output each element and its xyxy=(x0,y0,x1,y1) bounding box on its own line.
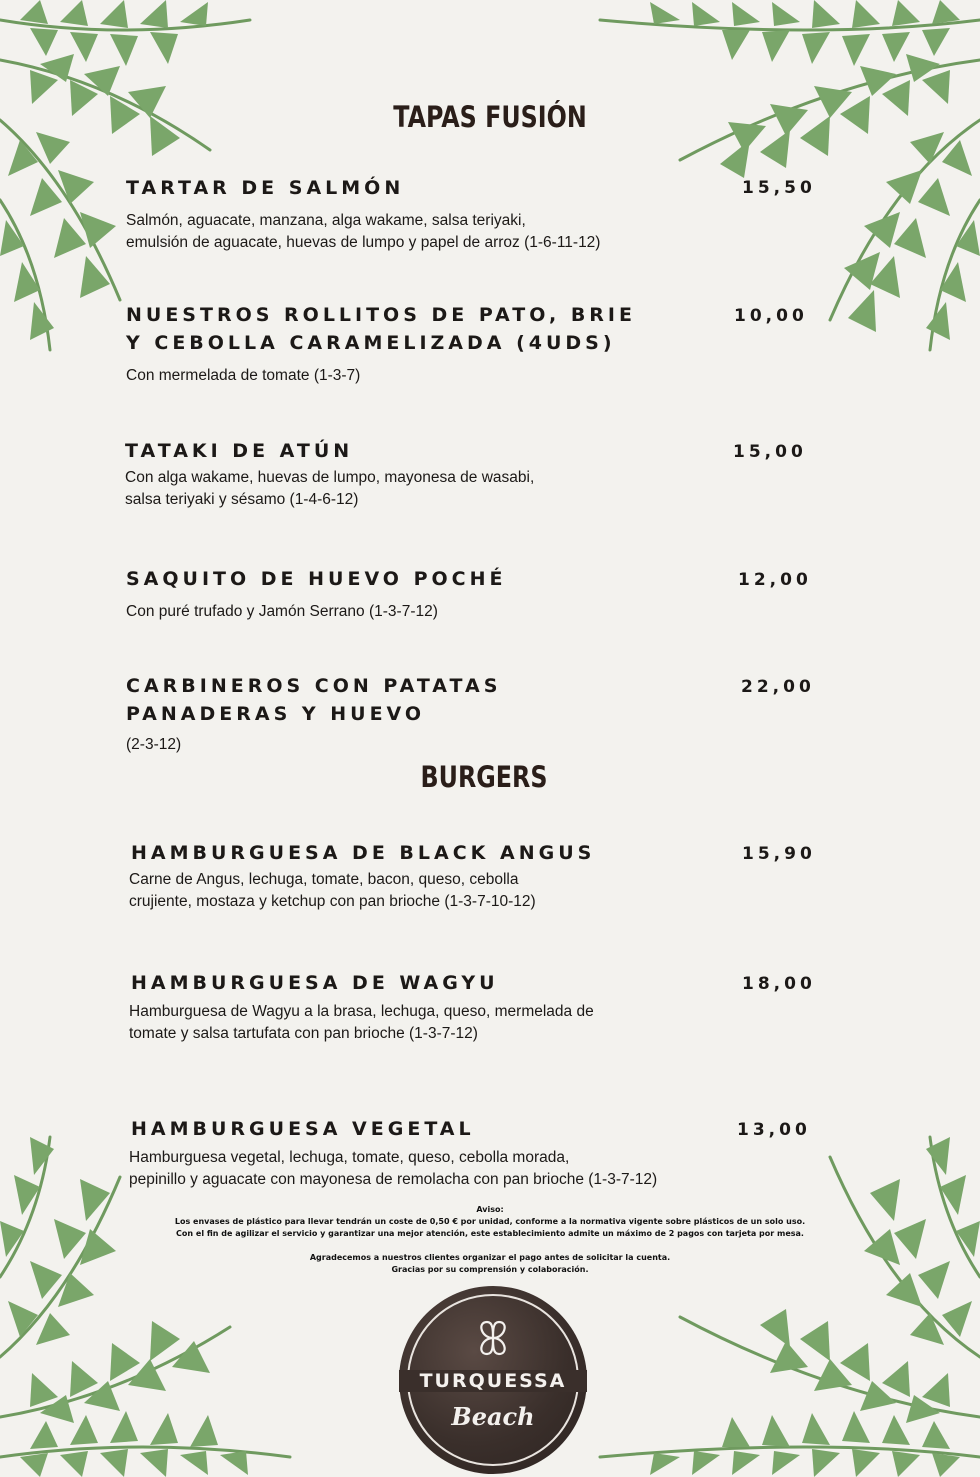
item-name: CARBINEROS CON PATATAS PANADERAS Y HUEVO xyxy=(126,675,502,725)
item-price: 10,00 xyxy=(734,306,808,326)
brand-logo xyxy=(399,1286,587,1474)
item-price: 15,00 xyxy=(733,442,807,462)
item-price: 12,00 xyxy=(738,570,812,590)
section-title-burgers: BURGERS xyxy=(420,760,548,794)
item-name: HAMBURGUESA VEGETAL xyxy=(131,1118,475,1140)
item-description: Con alga wakame, huevas de lumpo, mayonesa de wasabi, salsa teriyaki y sésamo (1-4-6-12) xyxy=(125,469,535,508)
item-name: TARTAR DE SALMÓN xyxy=(126,177,405,199)
menu-item-black-angus xyxy=(129,839,829,913)
item-price: 18,00 xyxy=(742,974,816,994)
flower-icon xyxy=(471,1316,515,1360)
menu-item-tartar xyxy=(126,174,826,254)
notice-heading: Aviso: xyxy=(476,1205,504,1214)
notice-line: Los envases de plástico para llevar tendrán un coste de 0,50 € por unidad, conforme a la normativa vigente sobre plásticos de un solo uso. xyxy=(174,1217,806,1226)
item-name: SAQUITO DE HUEVO POCHÉ xyxy=(126,568,507,590)
item-description: Carne de Angus, lechuga, tomate, bacon, queso, cebolla crujiente, mostaza y ketchup con pan brioche (1-3-7-10-12) xyxy=(129,871,536,910)
item-name: HAMBURGUESA DE BLACK ANGUS xyxy=(131,842,596,864)
item-name: TATAKI DE ATÚN xyxy=(125,440,354,462)
notice-line: Gracias por su comprensión y colaboración. xyxy=(391,1265,589,1274)
notice-box xyxy=(150,1204,830,1276)
menu-item-rollitos xyxy=(126,301,826,387)
item-description: Con mermelada de tomate (1-3-7) xyxy=(126,367,361,384)
item-description: (2-3-12) xyxy=(126,736,182,753)
item-description: Salmón, aguacate, manzana, alga wakame, salsa teriyaki, emulsión de aguacate, huevas de lumpo y papel de arroz (1-6-11-12) xyxy=(126,212,601,251)
notice-line: Con el fin de agilizar el servicio y garantizar una mejor atención, este establecimiento admite un máximo de 2 pagos con tarjeta por mesa. xyxy=(176,1229,804,1238)
item-price: 15,50 xyxy=(742,178,816,198)
logo-subtitle: Beach xyxy=(451,1402,535,1431)
menu-item-carbineros xyxy=(126,672,826,756)
item-name: HAMBURGUESA DE WAGYU xyxy=(131,972,499,994)
menu-item-tataki xyxy=(125,437,825,511)
menu-item-wagyu xyxy=(129,969,829,1045)
item-price: 15,90 xyxy=(742,844,816,864)
section-title-tapas: TAPAS FUSIÓN xyxy=(393,100,587,134)
notice-line: Agradecemos a nuestros clientes organizar el pago antes de solicitar la cuenta. xyxy=(309,1253,671,1262)
logo-name: TURQUESSA xyxy=(399,1370,587,1392)
item-description: Hamburguesa de Wagyu a la brasa, lechuga, queso, mermelada de tomate y salsa tartufata con pan brioche (1-3-7-12) xyxy=(129,1003,594,1042)
item-price: 13,00 xyxy=(737,1120,811,1140)
item-name: NUESTROS ROLLITOS DE PATO, BRIE Y CEBOLLA CARAMELIZADA (4UDS) xyxy=(126,304,636,354)
item-description: Hamburguesa vegetal, lechuga, tomate, queso, cebolla morada, pepinillo y aguacate con mayonesa de remolacha con pan brioche (1-3-7-12) xyxy=(129,1149,658,1188)
item-price: 22,00 xyxy=(741,677,815,697)
item-description: Con puré trufado y Jamón Serrano (1-3-7-12) xyxy=(126,603,438,620)
menu-item-saquito xyxy=(126,565,826,623)
